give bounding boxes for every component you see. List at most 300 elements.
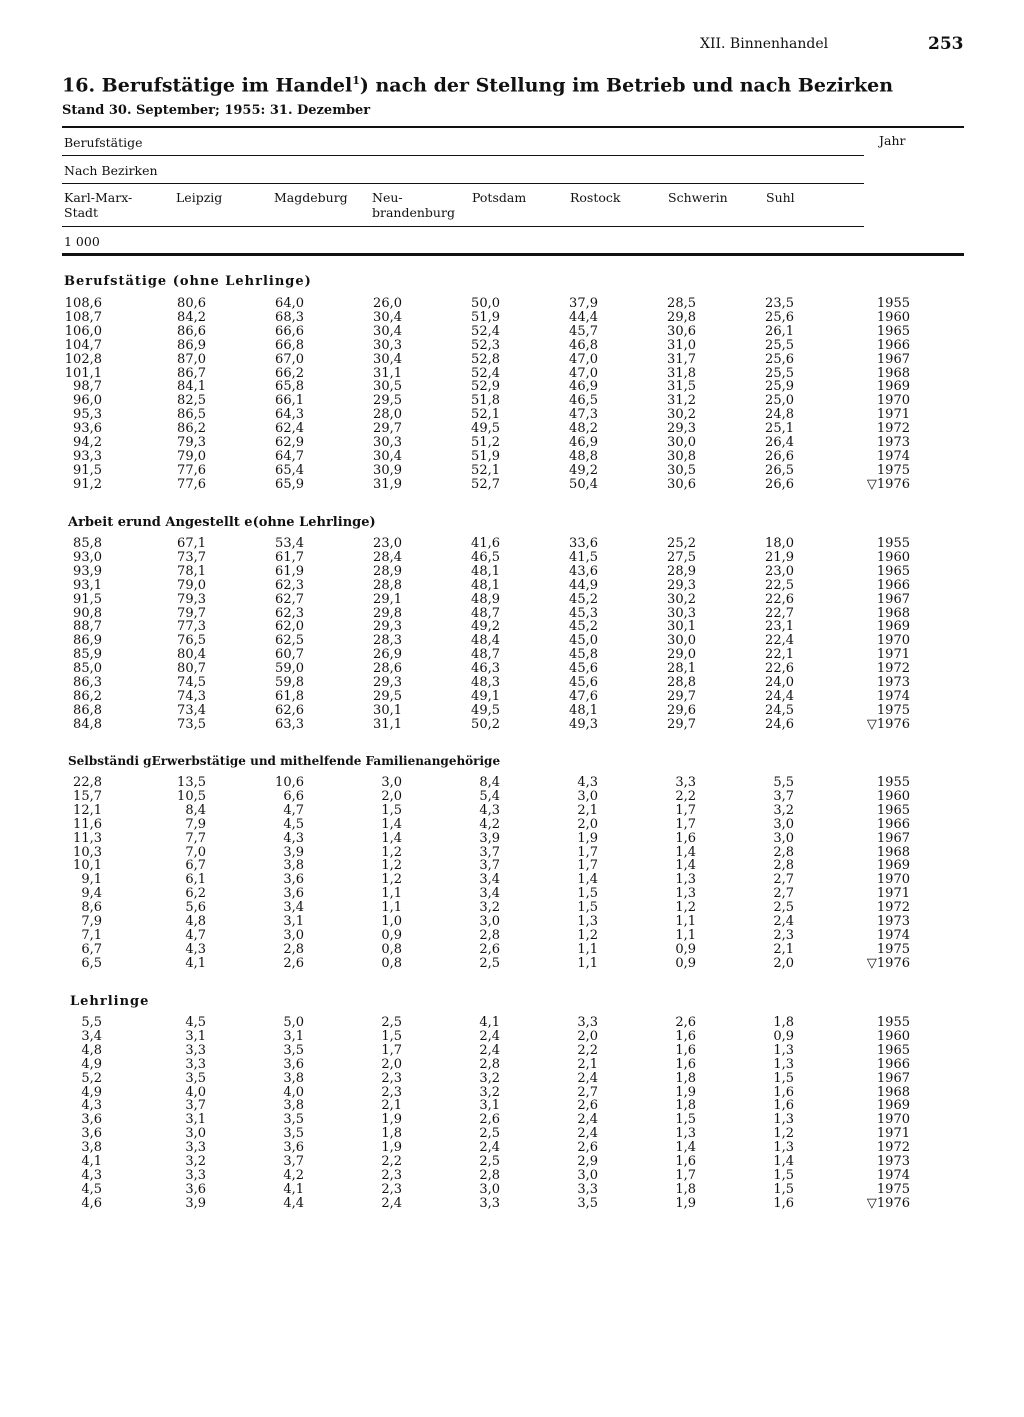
cell-jahr: 1968	[876, 1084, 910, 1100]
table-row	[0, 1099, 1024, 1113]
cell-schwerin: 1,1	[675, 927, 696, 943]
cell-suhl: 22,6	[765, 661, 794, 677]
cell-potsdam: 2,6	[479, 1112, 500, 1128]
cell-jahr: 1965	[876, 1042, 910, 1058]
cell-rostock: 45,2	[569, 619, 598, 635]
cell-suhl: 23,5	[765, 296, 794, 311]
cell-karl-marx-stadt: 95,3	[73, 407, 102, 423]
cell-schwerin: 30,6	[667, 323, 696, 339]
table-row	[0, 380, 1024, 394]
unit-label: 1 000	[64, 234, 100, 249]
cell-rostock: 1,1	[577, 941, 598, 957]
cell-schwerin: 1,9	[675, 1195, 696, 1211]
cell-jahr: 1970	[876, 1112, 910, 1128]
cell-leipzig: 77,6	[177, 476, 206, 492]
cell-neubrandenburg: 28,0	[373, 407, 402, 423]
cell-leipzig: 5,6	[185, 900, 206, 916]
cell-rostock: 1,5	[577, 886, 598, 902]
cell-rostock: 46,9	[569, 379, 598, 395]
cell-karl-marx-stadt: 85,8	[73, 536, 102, 551]
cell-suhl: 1,3	[773, 1140, 794, 1156]
cell-schwerin: 1,4	[675, 844, 696, 860]
col-neubrandenburg: Neu- brandenburg	[372, 190, 455, 220]
cell-rostock: 1,9	[577, 830, 598, 846]
table-row	[0, 1044, 1024, 1058]
cell-magdeburg: 3,6	[283, 1056, 304, 1072]
cell-schwerin: 29,7	[667, 716, 696, 732]
cell-schwerin: 1,4	[675, 858, 696, 874]
cell-jahr: 1974	[876, 1167, 910, 1183]
cell-jahr: 1955	[876, 1015, 910, 1030]
col-rostock: Rostock	[570, 190, 621, 205]
cell-rostock: 45,7	[569, 323, 598, 339]
table-row	[0, 662, 1024, 676]
cell-leipzig: 77,6	[177, 462, 206, 478]
cell-neubrandenburg: 29,8	[373, 605, 402, 621]
cell-karl-marx-stadt: 3,6	[81, 1112, 102, 1128]
cell-leipzig: 4,5	[185, 1015, 206, 1030]
cell-karl-marx-stadt: 88,7	[73, 619, 102, 635]
cell-jahr: 1971	[876, 407, 910, 423]
cell-schwerin: 1,7	[675, 816, 696, 832]
cell-suhl: 2,0	[773, 955, 794, 971]
cell-neubrandenburg: 30,9	[373, 462, 402, 478]
cell-neubrandenburg: 30,1	[373, 702, 402, 718]
cell-potsdam: 2,8	[479, 1167, 500, 1183]
cell-neubrandenburg: 2,3	[381, 1167, 402, 1183]
table-row	[0, 1016, 1024, 1030]
cell-neubrandenburg: 1,9	[381, 1112, 402, 1128]
cell-potsdam: 3,2	[479, 900, 500, 916]
cell-karl-marx-stadt: 106,0	[64, 323, 102, 339]
header-rule-top	[62, 126, 964, 128]
cell-suhl: 1,3	[773, 1056, 794, 1072]
cell-potsdam: 2,4	[479, 1140, 500, 1156]
cell-potsdam: 50,0	[471, 296, 500, 311]
table-row	[0, 704, 1024, 718]
cell-jahr: 1970	[876, 872, 910, 888]
cell-karl-marx-stadt: 4,8	[81, 1042, 102, 1058]
cell-leipzig: 86,7	[177, 365, 206, 381]
cell-suhl: 1,5	[773, 1181, 794, 1197]
cell-neubrandenburg: 1,5	[381, 802, 402, 818]
cell-leipzig: 4,0	[185, 1084, 206, 1100]
cell-jahr: 1967	[876, 1070, 910, 1086]
cell-karl-marx-stadt: 11,6	[73, 816, 102, 832]
cell-rostock: 37,9	[569, 296, 598, 311]
cell-leipzig: 86,2	[177, 421, 206, 437]
cell-schwerin: 30,2	[667, 591, 696, 607]
cell-schwerin: 1,4	[675, 1140, 696, 1156]
cell-jahr: 1966	[876, 816, 910, 832]
cell-rostock: 1,4	[577, 872, 598, 888]
table-row	[0, 339, 1024, 353]
cell-potsdam: 4,1	[479, 1015, 500, 1030]
cell-schwerin: 29,6	[667, 702, 696, 718]
cell-magdeburg: 4,5	[283, 816, 304, 832]
cell-jahr: 1972	[876, 661, 910, 677]
cell-potsdam: 46,5	[471, 549, 500, 565]
cell-potsdam: 4,3	[479, 802, 500, 818]
cell-suhl: 26,4	[765, 435, 794, 450]
cell-potsdam: 50,2	[471, 716, 500, 732]
cell-jahr: 1966	[876, 337, 910, 353]
cell-schwerin: 28,1	[667, 661, 696, 677]
cell-potsdam: 3,4	[479, 886, 500, 902]
cell-rostock: 45,6	[569, 675, 598, 690]
cell-jahr: ▽1976	[866, 716, 910, 732]
cell-leipzig: 80,7	[177, 661, 206, 677]
cell-rostock: 3,3	[577, 1015, 598, 1030]
cell-jahr: ▽1976	[866, 1195, 910, 1211]
cell-leipzig: 82,5	[177, 393, 206, 409]
cell-schwerin: 30,3	[667, 605, 696, 621]
cell-leipzig: 4,8	[185, 914, 206, 929]
cell-leipzig: 73,5	[177, 716, 206, 732]
cell-magdeburg: 4,2	[283, 1167, 304, 1183]
cell-leipzig: 4,7	[185, 927, 206, 943]
cell-schwerin: 31,5	[667, 379, 696, 395]
cell-potsdam: 49,5	[471, 421, 500, 437]
table-row	[0, 450, 1024, 464]
cell-schwerin: 30,0	[667, 633, 696, 649]
chapter-heading: XII. Binnenhandel	[700, 36, 829, 52]
cell-leipzig: 6,7	[185, 858, 206, 874]
cell-magdeburg: 67,0	[275, 351, 304, 367]
cell-rostock: 3,5	[577, 1195, 598, 1211]
table-row	[0, 901, 1024, 915]
cell-rostock: 1,7	[577, 844, 598, 860]
cell-jahr: 1974	[876, 448, 910, 464]
cell-schwerin: 29,3	[667, 421, 696, 437]
table-row	[0, 1072, 1024, 1086]
cell-suhl: 26,6	[765, 448, 794, 464]
cell-rostock: 45,2	[569, 591, 598, 607]
table-row	[0, 648, 1024, 662]
cell-jahr: 1975	[876, 1181, 910, 1197]
cell-schwerin: 30,0	[667, 435, 696, 450]
cell-suhl: 5,5	[773, 775, 794, 790]
cell-rostock: 44,4	[569, 309, 598, 325]
cell-suhl: 26,5	[765, 462, 794, 478]
cell-rostock: 41,5	[569, 549, 598, 565]
cell-neubrandenburg: 1,0	[381, 914, 402, 929]
cell-karl-marx-stadt: 12,1	[73, 802, 102, 818]
cell-potsdam: 52,7	[471, 476, 500, 492]
cell-leipzig: 86,5	[177, 407, 206, 423]
cell-rostock: 49,2	[569, 462, 598, 478]
cell-suhl: 22,6	[765, 591, 794, 607]
cell-leipzig: 7,0	[185, 844, 206, 860]
cell-neubrandenburg: 28,4	[373, 549, 402, 565]
table-row	[0, 859, 1024, 873]
cell-karl-marx-stadt: 8,6	[81, 900, 102, 916]
cell-leipzig: 3,1	[185, 1028, 206, 1044]
table-row	[0, 1030, 1024, 1044]
cell-magdeburg: 3,8	[283, 1070, 304, 1086]
cell-leipzig: 3,6	[185, 1181, 206, 1197]
cell-schwerin: 30,5	[667, 462, 696, 478]
cell-suhl: 2,1	[773, 941, 794, 957]
cell-rostock: 46,8	[569, 337, 598, 353]
cell-potsdam: 51,9	[471, 309, 500, 325]
cell-magdeburg: 59,0	[275, 661, 304, 677]
cell-suhl: 22,4	[765, 633, 794, 649]
cell-jahr: 1955	[876, 775, 910, 790]
cell-rostock: 2,4	[577, 1070, 598, 1086]
table-row	[0, 464, 1024, 478]
cell-karl-marx-stadt: 104,7	[64, 337, 102, 353]
cell-karl-marx-stadt: 85,0	[73, 661, 102, 677]
table-row	[0, 367, 1024, 381]
cell-suhl: 2,7	[773, 886, 794, 902]
cell-schwerin: 28,9	[667, 563, 696, 579]
cell-neubrandenburg: 1,4	[381, 830, 402, 846]
cell-karl-marx-stadt: 93,0	[73, 549, 102, 565]
cell-leipzig: 3,3	[185, 1042, 206, 1058]
table-row	[0, 408, 1024, 422]
cell-magdeburg: 4,0	[283, 1084, 304, 1100]
cell-potsdam: 2,5	[479, 1154, 500, 1169]
cell-magdeburg: 64,0	[275, 296, 304, 311]
cell-leipzig: 84,2	[177, 309, 206, 325]
cell-suhl: 24,8	[765, 407, 794, 423]
cell-neubrandenburg: 1,2	[381, 844, 402, 860]
cell-leipzig: 73,4	[177, 702, 206, 718]
table-row	[0, 676, 1024, 690]
col-magdeburg: Magdeburg	[274, 190, 348, 205]
cell-karl-marx-stadt: 3,4	[81, 1028, 102, 1044]
cell-leipzig: 79,7	[177, 605, 206, 621]
cell-neubrandenburg: 2,0	[381, 788, 402, 804]
cell-jahr: 1975	[876, 462, 910, 478]
cell-potsdam: 3,4	[479, 872, 500, 888]
cell-rostock: 45,6	[569, 661, 598, 677]
cell-schwerin: 30,8	[667, 448, 696, 464]
cell-leipzig: 4,1	[185, 955, 206, 971]
cell-schwerin: 29,3	[667, 577, 696, 593]
cell-rostock: 48,2	[569, 421, 598, 437]
col-potsdam: Potsdam	[472, 190, 527, 205]
cell-rostock: 33,6	[569, 536, 598, 551]
cell-jahr: 1969	[876, 379, 910, 395]
cell-karl-marx-stadt: 4,1	[81, 1154, 102, 1169]
cell-leipzig: 3,0	[185, 1126, 206, 1142]
header-rule-1	[62, 155, 864, 156]
cell-suhl: 22,1	[765, 647, 794, 663]
table-subtitle: Stand 30. September; 1955: 31. Dezember	[62, 103, 371, 118]
cell-suhl: 24,0	[765, 675, 794, 690]
cell-suhl: 1,4	[773, 1154, 794, 1169]
cell-neubrandenburg: 2,0	[381, 1056, 402, 1072]
cell-rostock: 4,3	[577, 775, 598, 790]
cell-leipzig: 76,5	[177, 633, 206, 649]
cell-rostock: 2,0	[577, 816, 598, 832]
cell-schwerin: 30,6	[667, 476, 696, 492]
cell-magdeburg: 3,6	[283, 886, 304, 902]
cell-neubrandenburg: 1,5	[381, 1028, 402, 1044]
cell-schwerin: 29,7	[667, 688, 696, 704]
cell-suhl: 23,1	[765, 619, 794, 635]
cell-neubrandenburg: 30,4	[373, 323, 402, 339]
col-schwerin: Schwerin	[668, 190, 728, 205]
cell-rostock: 50,4	[569, 476, 598, 492]
table-row	[0, 311, 1024, 325]
cell-karl-marx-stadt: 93,1	[73, 577, 102, 593]
cell-suhl: 2,8	[773, 844, 794, 860]
cell-schwerin: 1,6	[675, 1056, 696, 1072]
table-row	[0, 776, 1024, 790]
cell-karl-marx-stadt: 96,0	[73, 393, 102, 409]
cell-schwerin: 1,1	[675, 914, 696, 929]
cell-potsdam: 3,2	[479, 1070, 500, 1086]
cell-karl-marx-stadt: 10,1	[73, 858, 102, 874]
cell-magdeburg: 3,5	[283, 1042, 304, 1058]
cell-rostock: 45,3	[569, 605, 598, 621]
cell-suhl: 3,0	[773, 816, 794, 832]
cell-schwerin: 1,3	[675, 1126, 696, 1142]
cell-rostock: 2,9	[577, 1154, 598, 1169]
cell-rostock: 2,6	[577, 1140, 598, 1156]
cell-magdeburg: 62,7	[275, 591, 304, 607]
cell-schwerin: 2,6	[675, 1015, 696, 1030]
cell-schwerin: 1,7	[675, 1167, 696, 1183]
cell-karl-marx-stadt: 4,3	[81, 1098, 102, 1114]
cell-jahr: 1966	[876, 577, 910, 593]
cell-leipzig: 77,3	[177, 619, 206, 635]
cell-rostock: 2,1	[577, 1056, 598, 1072]
cell-neubrandenburg: 26,9	[373, 647, 402, 663]
cell-rostock: 1,5	[577, 900, 598, 916]
cell-schwerin: 30,1	[667, 619, 696, 635]
cell-rostock: 2,4	[577, 1112, 598, 1128]
table-row	[0, 929, 1024, 943]
cell-potsdam: 52,9	[471, 379, 500, 395]
cell-karl-marx-stadt: 86,3	[73, 675, 102, 690]
cell-jahr: 1971	[876, 886, 910, 902]
cell-jahr: 1974	[876, 688, 910, 704]
cell-karl-marx-stadt: 98,7	[73, 379, 102, 395]
cell-rostock: 49,3	[569, 716, 598, 732]
cell-jahr: 1955	[876, 536, 910, 551]
cell-karl-marx-stadt: 4,9	[81, 1084, 102, 1100]
cell-suhl: 1,6	[773, 1195, 794, 1211]
cell-leipzig: 84,1	[177, 379, 206, 395]
cell-rostock: 2,4	[577, 1126, 598, 1142]
cell-magdeburg: 65,8	[275, 379, 304, 395]
cell-karl-marx-stadt: 4,5	[81, 1181, 102, 1197]
cell-neubrandenburg: 30,4	[373, 351, 402, 367]
cell-schwerin: 0,9	[675, 941, 696, 957]
cell-neubrandenburg: 30,3	[373, 435, 402, 450]
cell-leipzig: 4,3	[185, 941, 206, 957]
cell-jahr: 1974	[876, 927, 910, 943]
cell-karl-marx-stadt: 7,1	[81, 927, 102, 943]
cell-rostock: 47,0	[569, 351, 598, 367]
cell-magdeburg: 61,7	[275, 549, 304, 565]
cell-karl-marx-stadt: 22,8	[73, 775, 102, 790]
cell-schwerin: 1,2	[675, 900, 696, 916]
cell-neubrandenburg: 29,1	[373, 591, 402, 607]
cell-schwerin: 1,6	[675, 1028, 696, 1044]
table-row	[0, 422, 1024, 436]
table-row	[0, 1086, 1024, 1100]
footnote-marker: 1	[352, 74, 360, 87]
cell-magdeburg: 63,3	[275, 716, 304, 732]
table-row	[0, 1155, 1024, 1169]
cell-suhl: 25,6	[765, 351, 794, 367]
head-berufstaetige: Berufstätige	[64, 135, 143, 150]
cell-neubrandenburg: 1,2	[381, 858, 402, 874]
cell-neubrandenburg: 2,2	[381, 1154, 402, 1169]
cell-neubrandenburg: 28,8	[373, 577, 402, 593]
page-number: 253	[928, 34, 964, 54]
cell-karl-marx-stadt: 93,3	[73, 448, 102, 464]
cell-jahr: 1960	[876, 788, 910, 804]
cell-magdeburg: 3,4	[283, 900, 304, 916]
cell-magdeburg: 2,8	[283, 941, 304, 957]
cell-jahr: 1970	[876, 633, 910, 649]
cell-magdeburg: 10,6	[275, 775, 304, 790]
cell-jahr: 1960	[876, 549, 910, 565]
cell-rostock: 48,1	[569, 702, 598, 718]
table-row	[0, 1183, 1024, 1197]
cell-karl-marx-stadt: 9,1	[81, 872, 102, 888]
cell-suhl: 3,0	[773, 830, 794, 846]
table-row	[0, 634, 1024, 648]
table-row	[0, 915, 1024, 929]
table-row	[0, 593, 1024, 607]
cell-schwerin: 1,6	[675, 830, 696, 846]
cell-suhl: 3,2	[773, 802, 794, 818]
table-row	[0, 436, 1024, 450]
cell-karl-marx-stadt: 11,3	[73, 830, 102, 846]
cell-karl-marx-stadt: 93,9	[73, 563, 102, 579]
cell-rostock: 1,7	[577, 858, 598, 874]
table-row	[0, 1169, 1024, 1183]
table-row	[0, 718, 1024, 732]
cell-magdeburg: 3,0	[283, 927, 304, 943]
cell-leipzig: 79,0	[177, 448, 206, 464]
cell-jahr: 1969	[876, 1098, 910, 1114]
cell-magdeburg: 64,3	[275, 407, 304, 423]
cell-potsdam: 2,8	[479, 927, 500, 943]
cell-karl-marx-stadt: 4,6	[81, 1195, 102, 1211]
cell-magdeburg: 62,0	[275, 619, 304, 635]
cell-suhl: 22,7	[765, 605, 794, 621]
table-row	[0, 873, 1024, 887]
cell-schwerin: 29,0	[667, 647, 696, 663]
cell-schwerin: 31,0	[667, 337, 696, 353]
cell-potsdam: 2,4	[479, 1028, 500, 1044]
cell-leipzig: 74,5	[177, 675, 206, 690]
cell-magdeburg: 68,3	[275, 309, 304, 325]
cell-rostock: 3,3	[577, 1181, 598, 1197]
cell-schwerin: 31,7	[667, 351, 696, 367]
table-row	[0, 297, 1024, 311]
cell-neubrandenburg: 31,9	[373, 476, 402, 492]
cell-potsdam: 52,4	[471, 323, 500, 339]
cell-leipzig: 3,3	[185, 1056, 206, 1072]
cell-rostock: 46,5	[569, 393, 598, 409]
cell-schwerin: 31,8	[667, 365, 696, 381]
cell-rostock: 47,0	[569, 365, 598, 381]
cell-magdeburg: 62,4	[275, 421, 304, 437]
cell-potsdam: 52,1	[471, 462, 500, 478]
cell-potsdam: 48,3	[471, 675, 500, 690]
cell-potsdam: 2,4	[479, 1042, 500, 1058]
cell-potsdam: 2,5	[479, 955, 500, 971]
